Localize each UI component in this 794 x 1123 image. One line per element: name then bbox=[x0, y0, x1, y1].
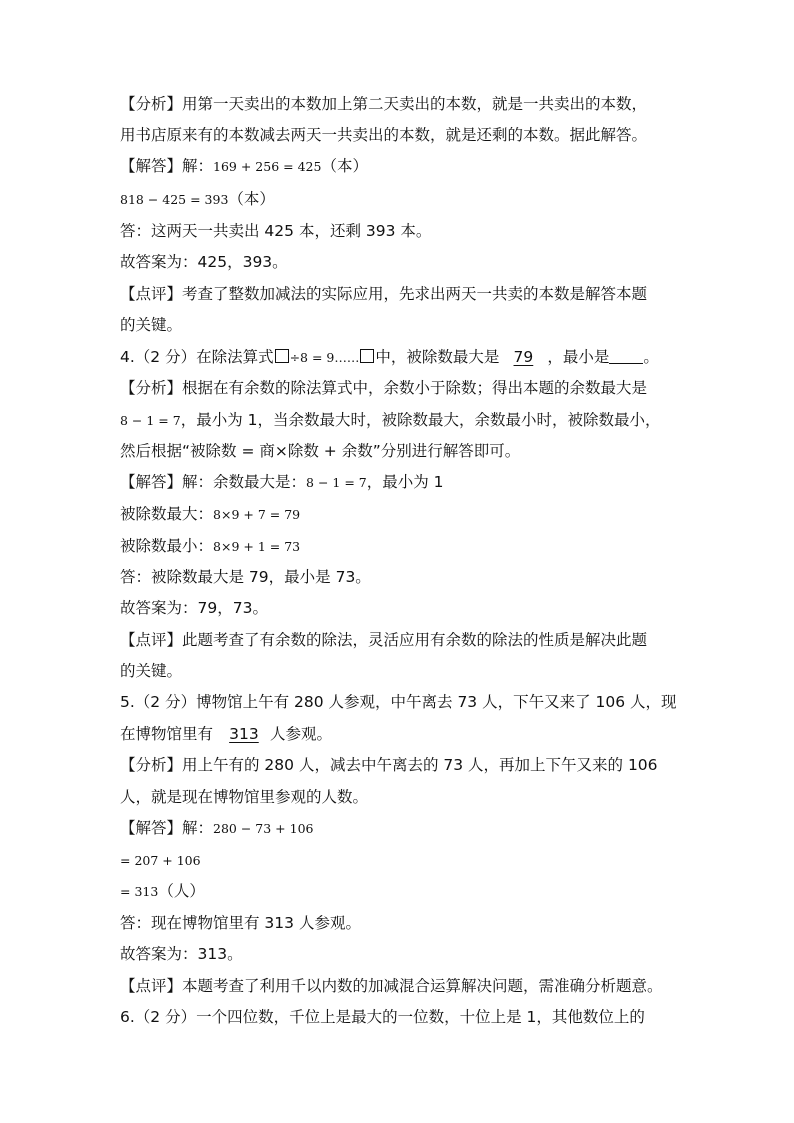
text-line: 答：被除数最大是 79，最小是 73。 bbox=[120, 568, 371, 586]
answer-blank: 79 bbox=[513, 348, 534, 366]
text-line: 【分析】根据在有余数的除法算式中，余数小于除数；得出本题的余数最大是 bbox=[120, 379, 648, 397]
text-line: 用书店原来有的本数减去两天一共卖出的本数，就是还剩的本数。据此解答。 bbox=[120, 126, 648, 144]
question-5-cont: 在博物馆里有 313 人参观。 bbox=[120, 725, 332, 743]
question-4: 4.（2 分）在除法算式 ÷8 = 9…… 中，被除数最大是 79 ，最小是 。 bbox=[120, 348, 659, 366]
text-line: 故答案为：79，73。 bbox=[120, 599, 268, 617]
solution-line: 被除数最大：8×9 + 7 = 79 bbox=[120, 505, 301, 523]
text-line: 故答案为：313。 bbox=[120, 945, 243, 963]
text-line: 【点评】本题考查了利用千以内数的加减混合运算解决问题，需准确分析题意。 bbox=[120, 977, 663, 995]
text-line: 【点评】此题考查了有余数的除法，灵活应用有余数的除法的性质是解决此题 bbox=[120, 631, 648, 649]
solution-line: 【解答】解：余数最大是：8 − 1 = 7，最小为 1 bbox=[120, 473, 444, 491]
answer-blank bbox=[609, 348, 643, 364]
text-line: 【分析】用第一天卖出的本数加上第二天卖出的本数，就是一共卖出的本数， bbox=[120, 95, 648, 113]
solution-line: 被除数最小：8×9 + 1 = 73 bbox=[120, 537, 301, 555]
equation-line: = 313（人） bbox=[120, 882, 205, 900]
text-line: 的关键。 bbox=[120, 662, 183, 680]
text-line: 的关键。 bbox=[120, 316, 183, 334]
equation-line: = 207 + 106 bbox=[120, 853, 201, 868]
text-line: 【分析】用上午有的 280 人，减去中午离去的 73 人，再加上下午又来的 106 bbox=[120, 756, 658, 774]
text-line: 然后根据“被除数 = 商×除数 + 余数”分别进行解答即可。 bbox=[120, 442, 521, 460]
text-line: 答：这两天一共卖出 425 本，还剩 393 本。 bbox=[120, 222, 432, 240]
text-line: 8 − 1 = 7，最小为 1，当余数最大时，被除数最大，余数最小时，被除数最小， bbox=[120, 411, 661, 429]
text-line: 答：现在博物馆里有 313 人参观。 bbox=[120, 914, 361, 932]
text-line: 故答案为：425，393。 bbox=[120, 253, 288, 271]
blank-box bbox=[360, 349, 374, 363]
solution-line: 【解答】解：280 − 73 + 106 bbox=[120, 819, 314, 837]
text-line: 【点评】考查了整数加减法的实际应用，先求出两天一共卖的本数是解答本题 bbox=[120, 285, 648, 303]
text-line: 人，就是现在博物馆里参观的人数。 bbox=[120, 788, 369, 806]
solution-line: 【解答】解：169 + 256 = 425（本） bbox=[120, 157, 368, 175]
question-6: 6.（2 分）一个四位数，千位上是最大的一位数，十位上是 1，其他数位上的 bbox=[120, 1008, 645, 1026]
answer-blank: 313 bbox=[229, 725, 259, 743]
question-5: 5.（2 分）博物馆上午有 280 人参观，中午离去 73 人，下午又来了 106 人，现 bbox=[120, 693, 677, 711]
blank-box bbox=[275, 349, 289, 363]
equation-line: 818 − 425 = 393（本） bbox=[120, 190, 275, 208]
